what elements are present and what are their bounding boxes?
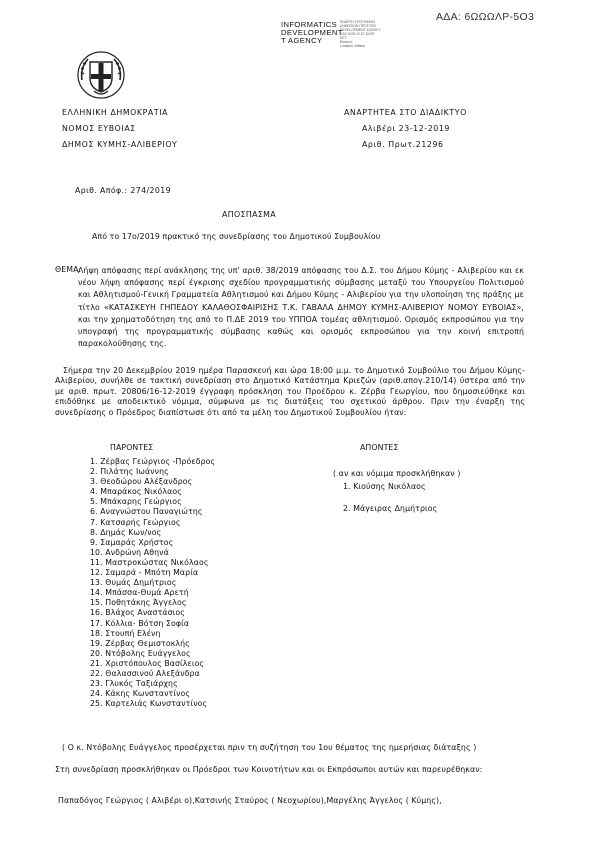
ida-fine-print [340,20,381,48]
document-title: ΑΠΟΣΠΑΣΜΑ [222,210,277,219]
document-subtitle: Από το 17ο/2019 πρακτικό της συνεδρίασης του Δημοτικού Συμβουλίου [92,232,381,241]
absent-title: ΑΠΟΝΤΕΣ [360,443,399,452]
present-member: 2. Πιλάτης Ιωάννης [90,467,169,477]
thema-label: ΘΕΜΑ: [55,265,82,274]
greek-coat-of-arms-icon [76,50,126,100]
thema-text: Λήψη απόφασης περί ανάκλησης της υπ' αριθ. 38/2019 απόφασης του Δ.Σ. του Δήμου Κύμης - Αλιβερίου και εκ νέου λήψη απόφασης περί έγκρισης σχεδίου προγραμματικής σύμβασης μεταξύ του Υπουργείου Πολιτισμού και Αθλητισμού-Γενική Γραμματεία Αθλητισμού και Δήμου Κύμης - Αλιβερίου για την υλοποίηση της πράξης με τίτλο «ΚΑΤΑΣΚΕΥΗ ΓΗΠΕΔΟΥ ΚΑΛΑΘΟΣΦΑΙΡΙΣΗΣ Τ.Κ. ΓΑΒΑΛΑ ΔΗΜΟΥ ΚΥΜΗΣ-ΑΛΙΒΕΡΙΟΥ ΝΟΜΟΥ ΕΥΒΟΙΑΣ», και την χρηματοδότηση της από το Π.ΔΕ 2019 του ΥΠΠΟΑ τομέας αθλητισμού. Ορισμός εκπροσώπου για την υπογραφή της προγραμματικής σύμβασης καθώς και ορισμός εκπροσώπου για την κοινή επιτροπή παρακολούθησης της. [78,266,524,349]
header-date: Αλιβέρι 23-12-2019 [362,124,450,133]
ida-fine-3: DEVELOPMENT AGENCY [340,28,381,32]
absent-member: 2. Μάγειρας Δημήτριος [343,504,438,513]
present-list [90,457,215,709]
ida-fine-2: ΔΗΜΟΣΙΟΝ ΠΡΟΤΥΠΟ [340,24,377,28]
intro-paragraph: Σήμερα την 20 Δεκεμβρίου 2019 ημέρα Παρασκευή και ώρα 18:00 μ.μ. το Δημοτικό Συμβούλιο του Δήμου Κύμης-Αλιβερίου, συνήλθε σε τακτική συνεδρίαση στο Δημοτικό Κατάστημα Κριεζών (αριθ.απογ.210/14) ύστερα από την με αριθ. πρωτ. 20806/16-12-2019 έγγραφη πρόσκληση του Προέδρου κ. Ζέρβα Γεωργίου, που δημοσιεύθηκε και επιδόθηκε με αποδεικτικό νόμιμα, σύμφωνα με τις διατάξεις του σχετικού άρθρου. Πριν την έναρξη της συνεδρίασης ο Πρόεδρος διαπίστωσε ότι από τα μέλη του Δημοτικού Συμβουλίου ήταν: [55,366,525,417]
present-member: 9. Σαμαράς Χρήστος [90,537,174,547]
present-member: 23. Γλυκός Ταξιάρχης [90,679,178,689]
present-member: 6. Αναγνώστου Παναγιώτης [90,507,203,517]
present-member: 24. Κάκης Κωνσταντίνος [90,689,191,699]
present-member: 25. Καρτελιάς Κωνσταντίνος [90,699,208,709]
present-member: 16. Βλάχος Αναστάσιος [90,608,185,618]
ida-fine-6: Reason: [340,40,353,44]
present-member: 14. Μπάσσα-Θυμά Αρετή [90,588,189,598]
present-member: 22. Θαλασσινού Αλεξάνδρα [90,668,200,678]
present-member: 10. Ανδρώνη Αθηνά [90,547,169,557]
ida-logo-text [281,21,343,45]
present-member: 21. Χριστόπουλος Βασίλειος [90,658,205,668]
arrival-note: ( Ο κ. Ντόβολης Ευάγγελος προσέρχεται πριν τη συζήτηση του 1ου θέματος της ημερήσιας διάταξης ) [62,743,477,752]
ida-line-1: INFORMATICS [281,20,338,29]
presence-paragraph: Στη συνεδρίαση προσκλήθηκαν οι Πρόεδροι των Κοινοτήτων και οι Εκπρόσωποι αυτών και παρευρέθηκαν: [55,765,483,774]
ida-line-2: DEVELOPMENT [281,28,343,37]
ida-fine-7: Location: Athens [340,44,366,48]
present-member: 20. Ντόβολης Ευάγγελος [90,648,191,658]
header-municipality: ΔΗΜΟΣ ΚΥΜΗΣ-ΑΛΙΒΕΡΙΟΥ [62,140,178,149]
community-presidents-line: Παπαδόγος Γεώργιος ( Αλιβέρι ο),Κατσινής Σταύρος ( Νεοχωρίου),Μαργέλης Άγγελος ( Κύμης), [58,796,442,805]
present-member: 19. Ζέρβας Θεμιστοκλής [90,638,190,648]
ida-fine-5: EET [340,36,347,40]
header-left [62,105,177,153]
present-member: 7. Κατσαρής Γεώργιος [90,517,181,527]
present-member: 15. Ποθητάκης Άγγελος [90,598,187,608]
header-posting-notice: ΑΝΑΡΤΗΤΕΑ ΣΤΟ ΔΙΑΔΙΚΤΥΟ [344,108,467,117]
header-republic: ΕΛΛΗΝΙΚΗ ΔΗΜΟΚΡΑΤΙΑ [62,108,169,117]
decision-number: Αριθ. Απόφ.: 274/2019 [75,186,171,195]
present-member: 8. Δημάς Κων/νος [90,527,162,537]
absent-note: ( αν και νόμιμα προσκλήθηκαν ) [333,469,461,478]
present-title: ΠΑΡΟΝΤΕΣ [110,443,154,452]
present-member: 11. Μαστροκώστας Νικόλαος [90,557,209,567]
present-member: 12. Σαμαρά - Μπότη Μαρία [90,568,199,578]
ada-number: ΑΔΑ: 6ΩΩΩΛΡ-5Ο3 [436,11,535,23]
ida-fine-4: DAY 2019.12.27 10:09 [340,32,374,36]
header-prefecture: ΝΟΜΟΣ ΕΥΒΟΙΑΣ [62,124,136,133]
present-member: 5. Μπάκαρης Γεώργιος [90,497,182,507]
present-member: 1. Ζέρβας Γεώργιος -Πρόεδρος [90,457,216,466]
ida-line-3: T AGENCY [281,36,323,45]
ida-fine-1: ΕΝΑΡΞΗ ΥΠΟΓΡΑΦΗΣ [340,20,376,24]
absent-member: 1. Κιούσης Νικόλαος [343,482,426,491]
present-member: 18. Στουπή Ελένη [90,628,161,638]
header-right [344,105,467,153]
present-member: 4. Μπαράκος Νικόλαος [90,487,182,497]
present-member: 3. Θεοδώρου Αλέξανδρος [90,477,193,487]
header-protocol: Αριθ. Πρωτ.21296 [362,140,444,149]
present-member: 13. Θυμάς Δημήτριος [90,578,177,588]
present-member: 17. Κόλλια- Βότση Σοφία [90,618,190,628]
